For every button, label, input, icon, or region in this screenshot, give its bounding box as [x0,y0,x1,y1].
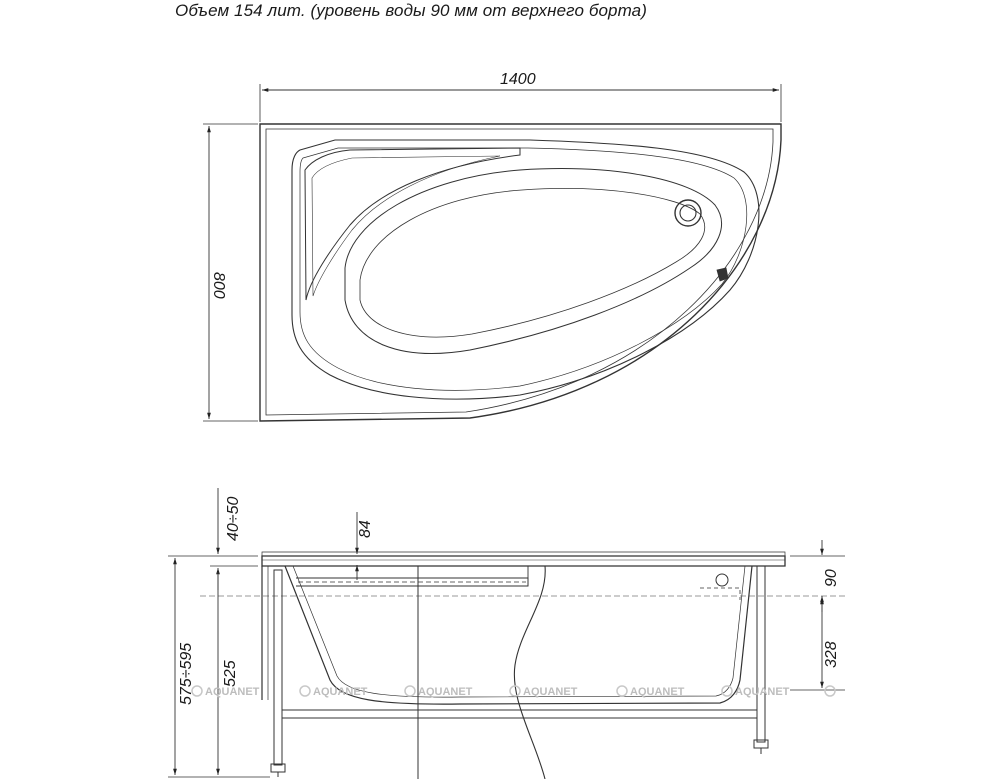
overflow-icon [717,268,728,281]
total-height-label: 575÷595 [178,642,195,705]
watermark-2: AQUANET [313,686,368,698]
water-level-label: 90 [823,569,840,587]
watermark-6: AQUANET [735,686,790,698]
tub-rim-inner-line [266,129,773,415]
watermark-band [192,686,835,698]
frame-bottom-bar [282,710,757,718]
overflow-label: 84 [357,520,374,538]
side-view [168,488,845,779]
watermark-5: AQUANET [630,686,685,698]
width-label: 1400 [500,71,536,88]
watermark-1: AQUANET [205,686,260,698]
seat-platform [305,148,520,300]
drain-icon [675,200,701,226]
body-height-label: 525 [222,660,239,687]
watermark-4: AQUANET [523,686,578,698]
basin-bottom-oval [360,188,705,337]
overflow-height-label: 328 [823,641,840,668]
tub-body [285,566,752,704]
frame-left-leg [274,570,282,765]
drawing-title: Объем 154 лит. (уровень воды 90 мм от верхнего борта) [175,1,647,20]
depth-label: 800 [210,272,227,299]
rim-gap-label: 40÷50 [225,496,242,541]
basin-contour [292,140,759,399]
basin-wall [345,169,722,354]
top-view [203,84,781,421]
side-rim [262,556,785,566]
front-apron-curve [514,566,545,779]
frame-right-leg [757,566,765,742]
foot-right-icon [754,740,768,748]
tub-outer-rim [260,124,781,421]
watermark-3: AQUANET [418,686,473,698]
side-overflow-icon [716,574,728,586]
drain-inner-ring [680,205,696,221]
